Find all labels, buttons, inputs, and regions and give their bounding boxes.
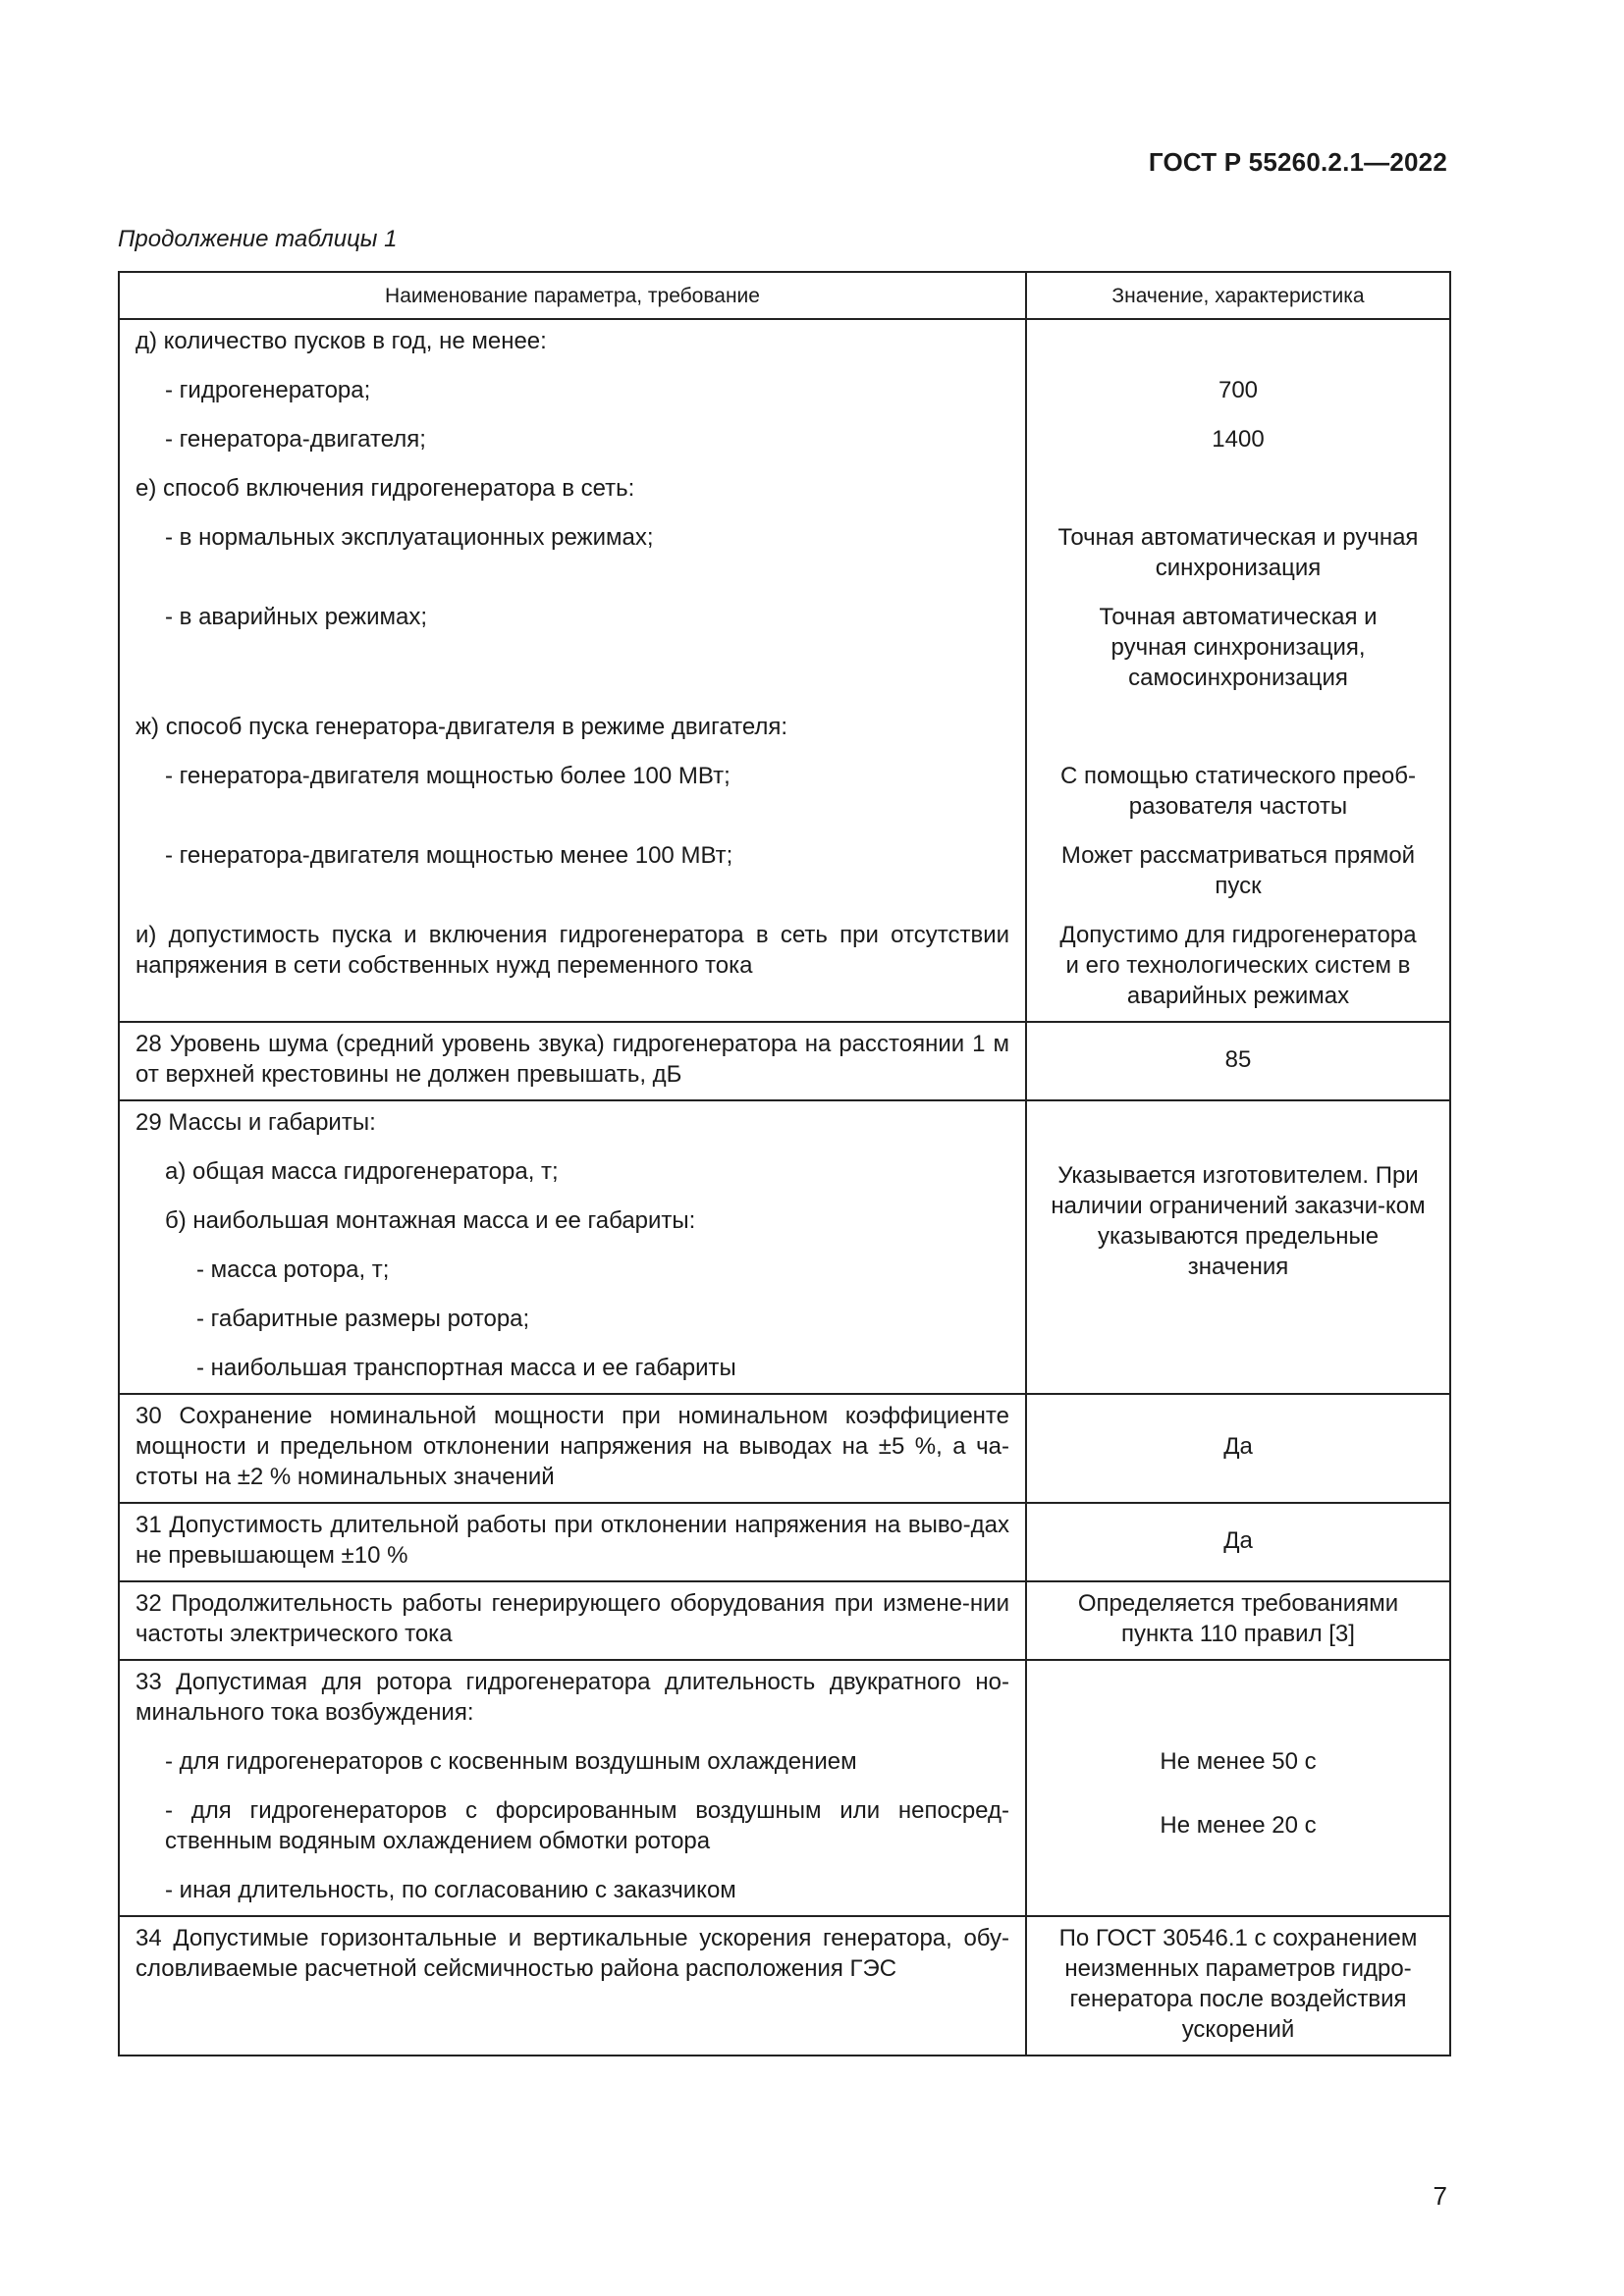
- table-row: [119, 1394, 1450, 1503]
- table-caption: Продолжение таблицы 1: [118, 226, 398, 252]
- value-cell: Указывается изготовителем. При наличии ограничений заказчи-ком указываются предельные значения: [1026, 1100, 1450, 1394]
- value-cell: Определяется требованиями пункта 110 правил [3]: [1026, 1581, 1450, 1660]
- item-e2: - в аварийных режимах;: [165, 604, 427, 630]
- parameter-cell: [119, 1100, 1026, 1394]
- item-d: д) количество пусков в год, не менее:: [135, 328, 547, 354]
- value-cell: Да: [1026, 1503, 1450, 1581]
- parameter-cell: 34 Допустимые горизонтальные и вертикальные ускорения генератора, обу-словливаемые расчетной сейсмичностью района расположения ГЭС: [119, 1916, 1026, 2056]
- item-29: 29 Массы и габариты:: [135, 1109, 376, 1136]
- parameter-cell: [119, 1660, 1026, 1916]
- table-row: [119, 1022, 1450, 1100]
- parameter-cell: [119, 319, 1026, 1022]
- item-zh1: - генератора-двигателя мощностью более 100 МВт;: [165, 763, 731, 789]
- value-d1: 700: [1218, 377, 1259, 403]
- item-zh2: - генератора-двигателя мощностью менее 100 МВт;: [165, 842, 733, 869]
- value-e2: Точная автоматическая и ручная синхронизация, самосинхронизация: [1099, 604, 1378, 691]
- item-33: 33 Допустимая для ротора гидрогенератора длительность двукратного но-минального тока возбуждения:: [135, 1669, 1009, 1726]
- item-29b2: - габаритные размеры ротора;: [196, 1306, 530, 1332]
- value-zh2: Может рассматриваться прямой пуск: [1060, 842, 1416, 899]
- page-number: 7: [1433, 2181, 1447, 2211]
- document-code: ГОСТ Р 55260.2.1—2022: [1148, 147, 1447, 177]
- value-cell: [1026, 1660, 1450, 1916]
- parameter-cell: 32 Продолжительность работы генерирующего оборудования при измене-нии частоты электрического тока: [119, 1581, 1026, 1660]
- parameter-cell: 28 Уровень шума (средний уровень звука) гидрогенератора на расстоянии 1 м от верхней крестовины не должен превышать, дБ: [119, 1022, 1026, 1100]
- item-e: е) способ включения гидрогенератора в сеть:: [135, 475, 635, 502]
- value-cell: По ГОСТ 30546.1 с сохранением неизменных параметров гидро-генератора после воздействия ускорений: [1026, 1916, 1450, 2056]
- value-e1: Точная автоматическая и ручная синхронизация: [1057, 524, 1419, 581]
- value-cell: 85: [1026, 1022, 1450, 1100]
- parameters-table: [118, 271, 1451, 2056]
- table-row: [119, 1916, 1450, 2056]
- value-33b: Не менее 20 с: [1160, 1812, 1317, 1839]
- item-29b3: - наибольшая транспортная масса и ее габариты: [196, 1355, 736, 1381]
- value-cell: Да: [1026, 1394, 1450, 1503]
- table-row: [119, 1660, 1450, 1916]
- table-row: [119, 1503, 1450, 1581]
- item-i: и) допустимость пуска и включения гидрогенератора в сеть при отсутствии напряжения в сети собственных нужд переменного тока: [135, 922, 1009, 979]
- item-33a: - для гидрогенераторов с косвенным воздушным охлаждением: [165, 1748, 857, 1775]
- parameter-cell: 30 Сохранение номинальной мощности при номинальном коэффициенте мощности и предельном отклонении напряжения на выводах на ±5 %, а ча-стоты на ±2 % номинальных значений: [119, 1394, 1026, 1503]
- item-d1: - гидрогенератора;: [165, 377, 371, 403]
- item-29a: а) общая масса гидрогенератора, т;: [165, 1158, 559, 1185]
- item-29b1: - масса ротора, т;: [196, 1256, 390, 1283]
- table-row: [119, 1100, 1450, 1394]
- table-row: [119, 319, 1450, 1022]
- item-29b: б) наибольшая монтажная масса и ее габариты:: [165, 1207, 696, 1234]
- item-e1: - в нормальных эксплуатационных режимах;: [165, 524, 654, 551]
- item-d2: - генератора-двигателя;: [165, 426, 426, 453]
- item-zh: ж) способ пуска генератора-двигателя в режиме двигателя:: [135, 714, 788, 740]
- item-33b: - для гидрогенераторов с форсированным воздушным или непосред-ственным водяным охлаждением обмотки ротора: [165, 1797, 1009, 1854]
- parameter-cell: 31 Допустимость длительной работы при отклонении напряжения на выво-дах не превышающем ±10 %: [119, 1503, 1026, 1581]
- value-i: Допустимо для гидрогенератора и его технологических систем в аварийных режимах: [1059, 922, 1417, 1009]
- value-d2: 1400: [1212, 426, 1265, 453]
- value-zh1: С помощью статического преоб-разователя частоты: [1059, 763, 1417, 820]
- table-header-row: [119, 272, 1450, 319]
- column-header-parameter: Наименование параметра, требование: [119, 272, 1026, 319]
- value-cell: [1026, 319, 1450, 1022]
- value-33a: Не менее 50 с: [1160, 1748, 1317, 1775]
- item-33c: - иная длительность, по согласованию с заказчиком: [165, 1877, 736, 1903]
- table-row: [119, 1581, 1450, 1660]
- column-header-value: Значение, характеристика: [1026, 272, 1450, 319]
